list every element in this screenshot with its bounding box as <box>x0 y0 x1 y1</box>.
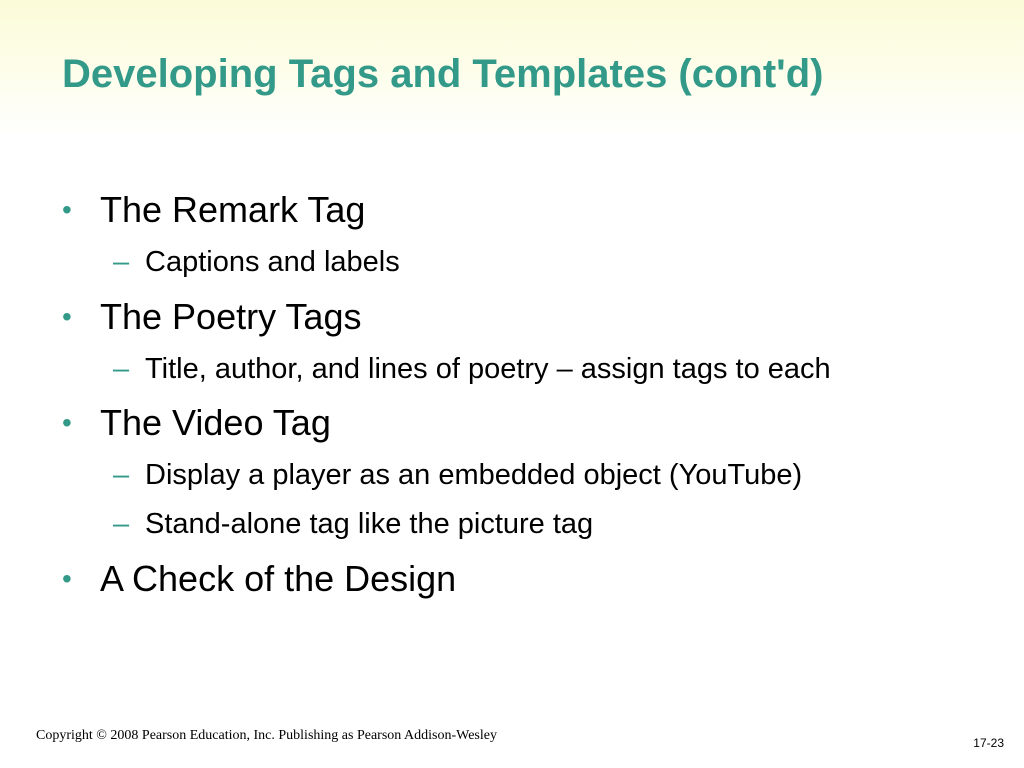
bullet-icon: • <box>62 563 72 594</box>
bullet-icon: • <box>62 407 72 438</box>
sub-item-text: Captions and labels <box>145 246 400 278</box>
bullet-text: A Check of the Design <box>100 558 457 599</box>
dash-icon: – <box>113 246 130 278</box>
dash-icon: – <box>113 508 130 540</box>
sub-item-text: Stand-alone tag like the picture tag <box>145 508 594 540</box>
bullet-text: The Video Tag <box>100 402 331 443</box>
copyright-footer: Copyright © 2008 Pearson Education, Inc. Publishing as Pearson Addison-Wesley <box>36 728 497 743</box>
sub-item-text: Title, author, and lines of poetry – assign tags to each <box>145 353 831 385</box>
bullet-text: The Poetry Tags <box>100 296 362 337</box>
dash-icon: – <box>113 459 130 491</box>
slide-number: 17-23 <box>973 736 1004 750</box>
dash-icon: – <box>113 353 130 385</box>
bullet-text: The Remark Tag <box>100 189 366 230</box>
sub-item-text: Display a player as an embedded object (YouTube) <box>145 459 803 491</box>
bullet-icon: • <box>62 194 72 225</box>
slide-title: Developing Tags and Templates (cont'd) <box>62 52 824 96</box>
bullet-icon: • <box>62 301 72 332</box>
